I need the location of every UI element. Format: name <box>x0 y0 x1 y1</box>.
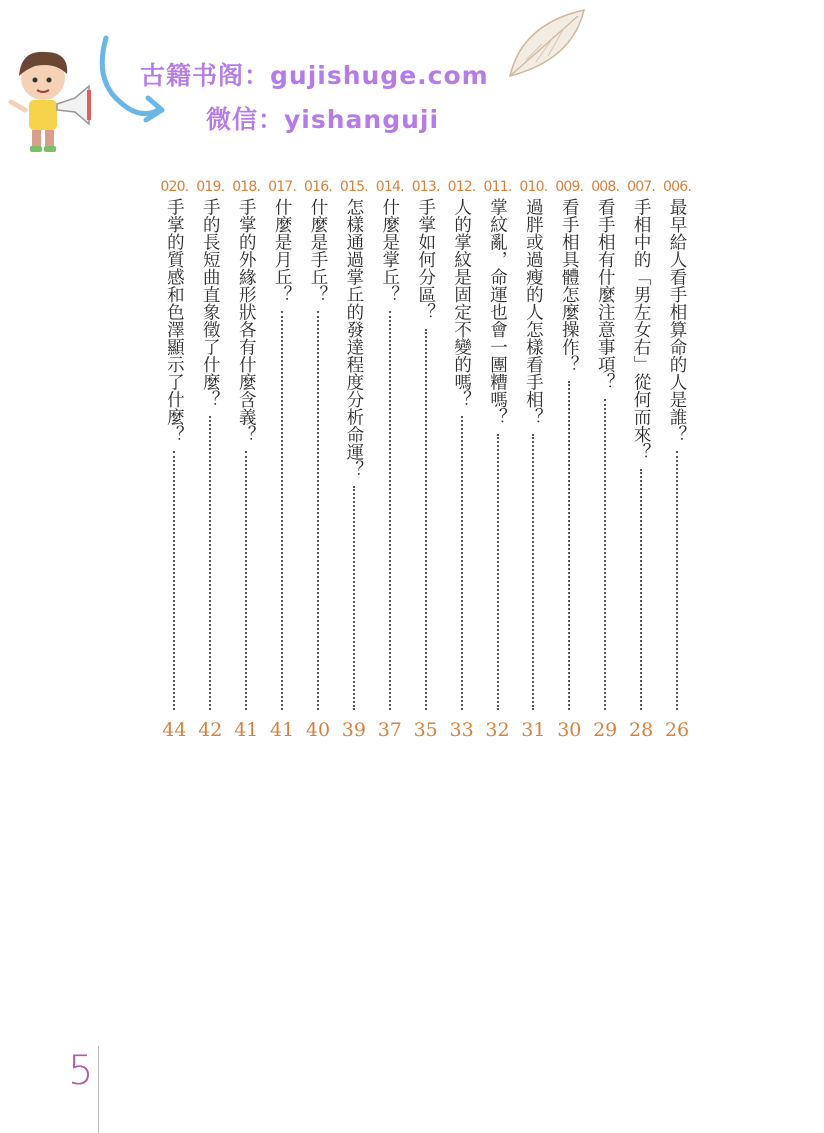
toc-entry-number: 009. <box>555 179 584 195</box>
toc-entry[interactable] <box>303 176 333 746</box>
toc-entry-number: 015. <box>339 179 368 195</box>
toc-entry-number: 006. <box>663 179 691 195</box>
toc-entry-number: 012. <box>447 179 476 195</box>
toc-entry[interactable] <box>590 176 620 746</box>
toc-leader-dots <box>532 434 534 710</box>
toc-leader-dots <box>389 311 391 710</box>
page-number-divider <box>98 1046 99 1133</box>
toc-entry[interactable] <box>483 176 513 746</box>
toc-entry-number: 020. <box>160 179 189 195</box>
toc-entry-title: 手的長短曲直象徵了什麼？ <box>200 198 221 408</box>
toc-entry-number: 011. <box>483 179 512 195</box>
toc-entry-number: 008. <box>591 179 620 195</box>
toc-entry-page: 41 <box>234 719 259 741</box>
page-number: 5 <box>68 1048 94 1094</box>
toc-entry-title: 最早給人看手相算命的人是誰？ <box>667 198 687 443</box>
toc-entry-title: 什麼是手丘？ <box>308 198 328 303</box>
watermark-wechat-text: 微信：yishanguji <box>206 105 440 134</box>
toc-entry-page: 26 <box>664 719 690 741</box>
toc-leader-dots <box>568 381 570 710</box>
toc-entry-title: 看手相有什麼注意事項？ <box>595 198 616 391</box>
toc-entry[interactable] <box>518 176 548 746</box>
toc-entry-page: 42 <box>198 719 223 741</box>
toc-entry-title: 人的掌紋是固定不變的嗎？ <box>451 198 472 408</box>
toc-leader-dots <box>353 486 355 710</box>
toc-entry-page: 41 <box>270 719 295 741</box>
toc-entry[interactable] <box>159 176 189 746</box>
toc-entry-title: 手相中的「男左女右」從何而來？ <box>631 198 652 461</box>
toc-leader-dots <box>281 311 283 710</box>
toc-entry[interactable] <box>195 176 225 746</box>
toc-entry-title: 什麼是掌丘？ <box>379 198 400 303</box>
toc-entry[interactable] <box>447 176 477 746</box>
toc-entry[interactable] <box>411 176 441 746</box>
toc-entry-number: 010. <box>519 179 548 195</box>
toc-entry-page: 30 <box>557 719 582 741</box>
toc-entry-title: 怎樣通過掌丘的發達程度分析命運？ <box>343 198 364 478</box>
toc-entry-number: 018. <box>232 179 261 195</box>
toc-leader-dots <box>173 451 175 710</box>
toc-leader-dots <box>640 469 642 710</box>
toc-entry-number: 017. <box>268 179 297 195</box>
toc-entry-title: 手掌的質感和色澤顯示了什麼？ <box>164 198 185 443</box>
toc-leader-dots <box>425 329 427 710</box>
toc-entry-number: 014. <box>375 179 404 195</box>
toc-entry[interactable] <box>554 176 584 746</box>
toc-entry[interactable] <box>339 176 369 746</box>
toc-leader-dots <box>317 311 319 710</box>
watermark-banner <box>0 0 824 170</box>
toc-entry-page: 37 <box>377 719 402 741</box>
toc-entry-page: 33 <box>449 719 474 741</box>
toc-leader-dots <box>245 451 247 710</box>
toc-entry-page: 28 <box>629 719 654 741</box>
toc-leader-dots <box>497 434 499 710</box>
toc-entry-title: 什麼是月丘？ <box>272 198 293 303</box>
toc-entry-number: 016. <box>304 179 332 195</box>
toc-entry-page: 32 <box>485 719 510 741</box>
toc-entry-title: 掌紋亂，命運也會一團糟嗎？ <box>487 198 508 426</box>
toc-leader-dots <box>604 399 606 710</box>
toc-entry[interactable] <box>267 176 297 746</box>
toc-entry[interactable] <box>375 176 405 746</box>
toc-entry-page: 40 <box>305 719 331 741</box>
toc-entry-page: 31 <box>521 719 546 741</box>
toc-entry-title: 手掌的外緣形狀各有什麼含義？ <box>236 198 257 443</box>
toc-leader-dots <box>209 416 211 710</box>
leaf-sketch-icon <box>502 4 592 84</box>
toc-entry-page: 29 <box>593 719 618 741</box>
toc-entry-title: 過胖或過瘦的人怎樣看手相？ <box>523 198 544 426</box>
toc-entry[interactable] <box>626 176 656 746</box>
toc-entry-page: 35 <box>413 719 438 741</box>
toc-entry[interactable] <box>662 176 692 746</box>
toc-entry-page: 44 <box>162 719 187 741</box>
toc-leader-dots <box>461 416 463 710</box>
toc-entry-number: 007. <box>627 179 656 195</box>
toc-entry[interactable] <box>231 176 261 746</box>
toc-entry-number: 013. <box>411 179 440 195</box>
toc-entry-page: 39 <box>341 719 366 741</box>
table-of-contents <box>140 176 692 746</box>
toc-leader-dots <box>676 451 678 710</box>
toc-entry-title: 看手相具體怎麼操作？ <box>559 198 580 373</box>
toc-entry-title: 手掌如何分區？ <box>415 198 436 321</box>
toc-entry-number: 019. <box>196 179 225 195</box>
watermark-site-text: 古籍书阁：gujishuge.com <box>140 61 489 90</box>
